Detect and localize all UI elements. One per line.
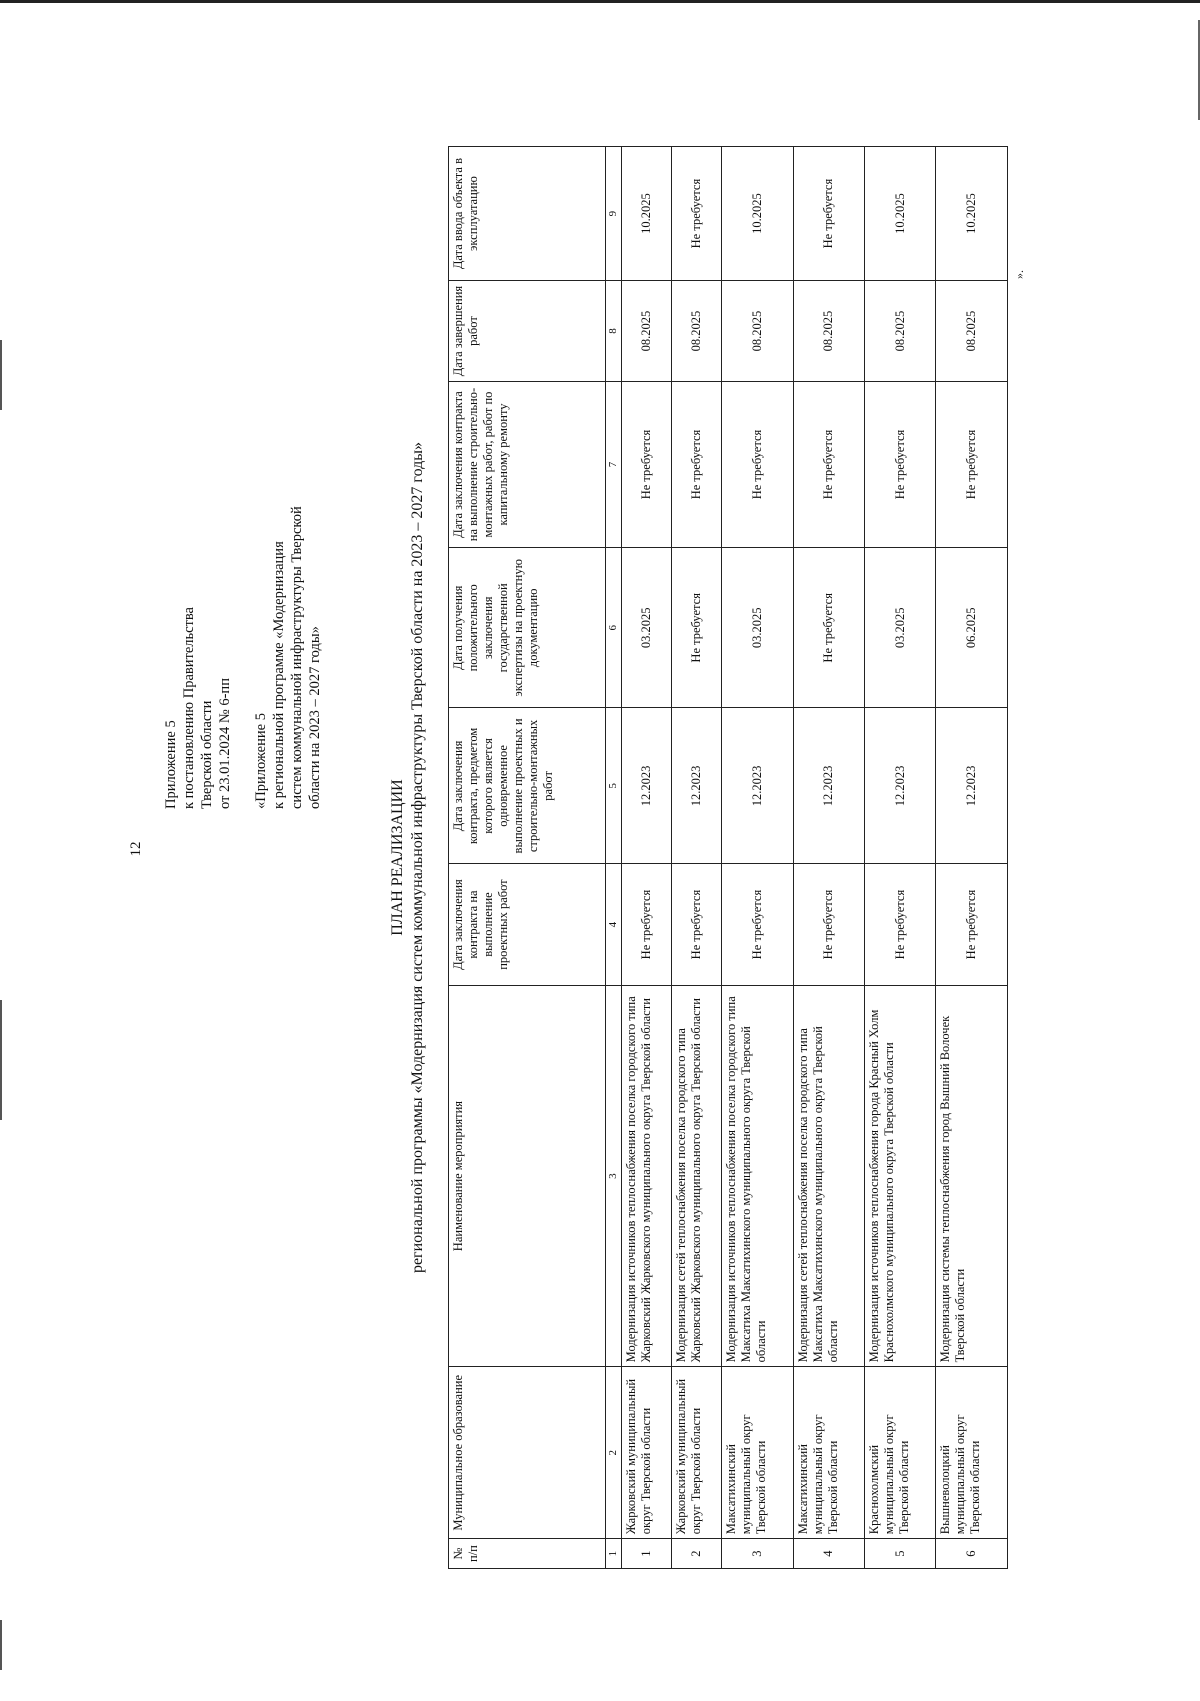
column-number: 5: [606, 708, 622, 864]
date-cell: Не требуется: [722, 381, 793, 547]
date-cell: Не требуется: [622, 381, 672, 547]
date-cell: Не требуется: [622, 864, 672, 985]
appendix-line: области на 2023 – 2027 годы»: [307, 626, 323, 809]
column-number: 2: [606, 1367, 622, 1539]
date-cell: Не требуется: [865, 381, 936, 547]
column-number-row: [606, 147, 622, 1569]
header-cell: Дата завершения работ: [449, 281, 606, 382]
scan-border-left: [0, 1620, 2, 1670]
date-cell: 10.2025: [722, 147, 793, 281]
column-number: 6: [606, 548, 622, 708]
date-cell: Не требуется: [793, 147, 864, 281]
row-number: 4: [793, 1539, 864, 1569]
column-number: 9: [606, 147, 622, 281]
table-row: [722, 147, 793, 1569]
header-cell: Муниципальное образование: [449, 1367, 606, 1539]
scan-border-left: [0, 340, 2, 410]
date-cell: 10.2025: [622, 147, 672, 281]
event-name-cell: Модернизация системы теплоснабжения город Вышний Волочек Тверской области: [936, 985, 1008, 1367]
date-cell: 08.2025: [793, 281, 864, 382]
plan-title-block: [388, 146, 428, 1569]
event-name-cell: Модернизация сетей теплоснабжения поселка городского типа Жарковский Жарковского муниципального округа Тверской области: [672, 985, 722, 1367]
event-name-cell: Модернизация сетей теплоснабжения поселка городского типа Максатиха Максатихинского муниципального округа Тверской области: [793, 985, 864, 1367]
row-number: 6: [936, 1539, 1008, 1569]
column-number: 4: [606, 864, 622, 985]
event-name-cell: Модернизация источников теплоснабжения поселка городского типа Жарковский Жарковского муниципального округа Тверской области: [622, 985, 672, 1367]
date-cell: 12.2023: [722, 708, 793, 864]
date-cell: Не требуется: [672, 864, 722, 985]
column-number: 3: [606, 985, 622, 1367]
column-number: 1: [606, 1539, 622, 1569]
date-cell: Не требуется: [672, 381, 722, 547]
header-cell: Дата заключения контракта на выполнение проектных работ: [449, 864, 606, 985]
date-cell: 12.2023: [793, 708, 864, 864]
date-cell: Не требуется: [936, 381, 1008, 547]
date-cell: Не требуется: [865, 864, 936, 985]
date-cell: 10.2025: [865, 147, 936, 281]
plan-table: [448, 146, 1008, 1569]
date-cell: Не требуется: [936, 864, 1008, 985]
municipality-cell: Краснохолмский муниципальный округ Тверской области: [865, 1367, 936, 1539]
scan-border-left: [0, 1000, 2, 1120]
appendix-line: к постановлению Правительства: [181, 607, 197, 809]
header-cell: Дата заключения контракта на выполнение строительно-монтажных работ, работ по капитальному ремонту: [449, 381, 606, 547]
appendix-line: Тверской области: [199, 700, 215, 809]
table-row: [793, 147, 864, 1569]
table-row: [865, 147, 936, 1569]
date-cell: Не требуется: [793, 548, 864, 708]
table-row: [672, 147, 722, 1569]
date-cell: 12.2023: [865, 708, 936, 864]
column-number: 8: [606, 281, 622, 382]
document-sheet: [128, 146, 1026, 1569]
date-cell: Не требуется: [672, 548, 722, 708]
date-cell: 06.2025: [936, 548, 1008, 708]
spacer: [234, 149, 252, 809]
date-cell: 08.2025: [722, 281, 793, 382]
date-cell: 12.2023: [622, 708, 672, 864]
date-cell: 03.2025: [865, 548, 936, 708]
table-header-row: [449, 147, 606, 1569]
appendix-line: к региональной программе «Модернизация: [271, 541, 287, 809]
date-cell: 03.2025: [722, 548, 793, 708]
header-cell: № п/п: [449, 1539, 606, 1569]
row-number: 3: [722, 1539, 793, 1569]
municipality-cell: Максатихинский муниципальный округ Тверской области: [722, 1367, 793, 1539]
row-number: 2: [672, 1539, 722, 1569]
appendix-line: систем коммунальной инфраструктуры Тверской: [289, 506, 305, 809]
date-cell: 12.2023: [936, 708, 1008, 864]
header-cell: Дата заключения контракта, предметом которого является одновременное выполнение проектных и строительно-монтажных работ: [449, 708, 606, 864]
header-cell: Дата получения положительного заключения государственной экспертизы на проектную документацию: [449, 548, 606, 708]
date-cell: 03.2025: [622, 548, 672, 708]
page-number: 12: [128, 841, 144, 857]
event-name-cell: Модернизация источников теплоснабжения поселка городского типа Максатиха Максатихинского муниципального округа Тверской области: [722, 985, 793, 1367]
event-name-cell: Модернизация источников теплоснабжения города Красный Холм Краснохолмского муниципального округа Тверской области: [865, 985, 936, 1367]
municipality-cell: Максатихинский муниципальный округ Тверской области: [793, 1367, 864, 1539]
column-number: 7: [606, 381, 622, 547]
header-cell: Наименование мероприятия: [449, 985, 606, 1367]
date-cell: 10.2025: [936, 147, 1008, 281]
municipality-cell: Жарковский муниципальный округ Тверской области: [672, 1367, 722, 1539]
table-row: [622, 147, 672, 1569]
appendix-block: [162, 149, 324, 809]
date-cell: Не требуется: [793, 864, 864, 985]
appendix-line: «Приложение 5: [253, 713, 269, 809]
closing-quote-mark: ».: [1012, 270, 1026, 279]
document-title: ПЛАН РЕАЛИЗАЦИИ: [389, 779, 406, 936]
date-cell: Не требуется: [672, 147, 722, 281]
row-number: 5: [865, 1539, 936, 1569]
date-cell: 08.2025: [865, 281, 936, 382]
row-number: 1: [622, 1539, 672, 1569]
date-cell: 08.2025: [672, 281, 722, 382]
date-cell: Не требуется: [793, 381, 864, 547]
appendix-line: Приложение 5: [163, 720, 179, 809]
municipality-cell: Жарковский муниципальный округ Тверской области: [622, 1367, 672, 1539]
municipality-cell: Вышневолоцкий муниципальный округ Тверской области: [936, 1367, 1008, 1539]
date-cell: 08.2025: [936, 281, 1008, 382]
scan-border-top: [0, 0, 1200, 3]
document-subtitle: региональной программы «Модернизация систем коммунальной инфраструктуры Тверской области на 2023 – 2027 годы»: [409, 441, 426, 1274]
date-cell: 12.2023: [672, 708, 722, 864]
table-row: [936, 147, 1008, 1569]
date-cell: 08.2025: [622, 281, 672, 382]
appendix-line: от 23.01.2024 № 6-пп: [217, 678, 233, 809]
date-cell: Не требуется: [722, 864, 793, 985]
header-cell: Дата ввода объекта в эксплуатацию: [449, 147, 606, 281]
